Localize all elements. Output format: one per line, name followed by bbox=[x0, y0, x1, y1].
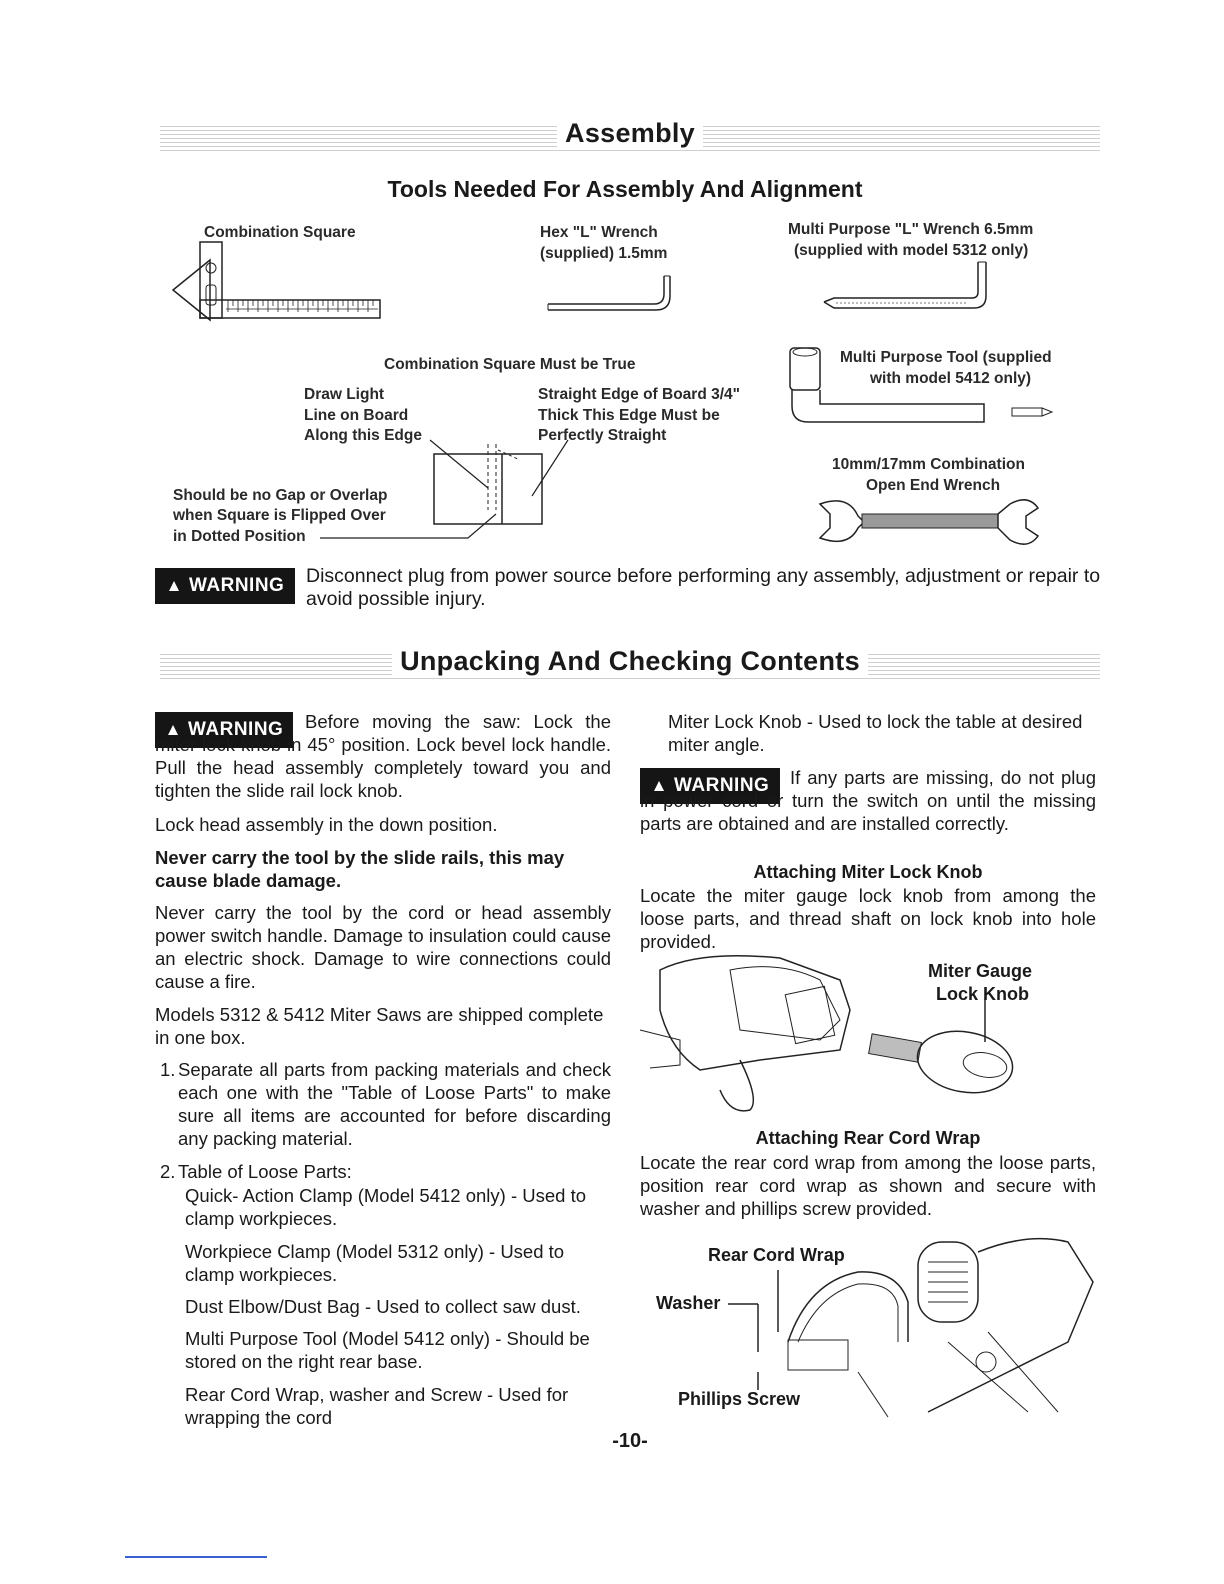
open-end-wrench-illustration bbox=[818, 494, 1048, 550]
multi-purpose-tool-illustration bbox=[786, 346, 1056, 436]
multi-tool-label-1: Multi Purpose Tool (supplied bbox=[840, 349, 1052, 366]
no-gap-3: in Dotted Position bbox=[173, 528, 306, 545]
rear-cord-wrap-illustration bbox=[728, 1222, 1098, 1422]
assembly-warning-text: Disconnect plug from power source before performing any assembly, adjustment or repair to avoid possible injury. bbox=[306, 565, 1101, 610]
rear-cord-wrap-label: Rear Cord Wrap bbox=[708, 1245, 845, 1265]
miter-lock-knob-illustration bbox=[640, 950, 1033, 1120]
board-square-diagram bbox=[320, 440, 570, 550]
assembly-warning-badge: ▲ WARNING bbox=[155, 568, 295, 604]
warning-triangle-icon: ▲ bbox=[164, 720, 182, 739]
page-number: -10- bbox=[612, 1430, 648, 1452]
loose-part-4: Multi Purpose Tool (Model 5412 only) - Should be stored on the right rear base. bbox=[185, 1328, 590, 1372]
phillips-screw-label: Phillips Screw bbox=[678, 1389, 801, 1409]
multi-l-wrench-illustration bbox=[822, 258, 992, 318]
list-num-2: 2. bbox=[160, 1161, 176, 1182]
para-models: Models 5312 & 5412 Miter Saws are shipped complete in one box. bbox=[155, 1004, 604, 1048]
straight-edge-3: Perfectly Straight bbox=[538, 427, 667, 444]
open-wrench-label-2: Open End Wrench bbox=[866, 477, 1001, 494]
multi-wrench-label-1: Multi Purpose "L" Wrench 6.5mm bbox=[788, 221, 1034, 238]
miter-gauge-label-1: Miter Gauge bbox=[928, 961, 1033, 981]
assembly-banner bbox=[160, 118, 1100, 158]
loose-part-5: Rear Cord Wrap, washer and Screw - Used for wrapping the cord bbox=[185, 1384, 569, 1428]
warning-triangle-icon: ▲ bbox=[650, 776, 668, 795]
unpacking-warning-badge: ▲ WARNING bbox=[155, 712, 293, 748]
hex-wrench-illustration bbox=[546, 270, 676, 315]
para-never-cord: Never carry the tool by the cord or head assembly power switch handle. Damage to insulation could cause an electric shock. Damage to wire connections could cause a fire. bbox=[155, 902, 611, 992]
footer-rule bbox=[125, 1556, 267, 1558]
no-gap-1: Should be no Gap or Overlap bbox=[173, 487, 388, 504]
never-carry-warning: Never carry the tool by the slide rails, this may cause blade damage. bbox=[155, 847, 565, 891]
hex-wrench-label-2: (supplied) 1.5mm bbox=[540, 245, 668, 262]
loose-part-1: Quick- Action Clamp (Model 5412 only) - Used to clamp workpieces. bbox=[185, 1185, 587, 1229]
hex-wrench-label-1: Hex "L" Wrench bbox=[540, 224, 658, 241]
washer-label: Washer bbox=[656, 1293, 721, 1313]
square-true-title: Combination Square Must be True bbox=[384, 356, 636, 373]
open-wrench-label-1: 10mm/17mm Combination bbox=[832, 456, 1025, 473]
multi-tool-label-2: with model 5412 only) bbox=[870, 370, 1032, 387]
tools-heading: Tools Needed For Assembly And Alignment bbox=[387, 176, 863, 202]
warning-triangle-icon: ▲ bbox=[165, 576, 183, 595]
combination-square-illustration bbox=[170, 240, 385, 320]
para-lock-head: Lock head assembly in the down position. bbox=[155, 814, 498, 835]
list-item-1: Separate all parts from packing materials and check each one with the "Table of Loose Parts" to make sure all items are accounted for before discarding any packing material. bbox=[178, 1059, 611, 1149]
attach-miter-heading: Attaching Miter Lock Knob bbox=[753, 862, 983, 882]
attach-cord-text: Locate the rear cord wrap from among the loose parts, position rear cord wrap as shown and secure with washer and phillips screw provided. bbox=[640, 1152, 1096, 1219]
no-gap-2: when Square is Flipped Over bbox=[173, 507, 386, 524]
loose-part-2: Workpiece Clamp (Model 5312 only) - Used to clamp workpieces. bbox=[185, 1241, 565, 1285]
miter-lock-knob-para: Miter Lock Knob - Used to lock the table at desired miter angle. bbox=[668, 711, 1083, 755]
draw-light-1: Draw Light bbox=[304, 386, 385, 403]
straight-edge-1: Straight Edge of Board 3/4" bbox=[538, 386, 740, 403]
attach-miter-text: Locate the miter gauge lock knob from among the loose parts, and thread shaft on lock knob into hole provided. bbox=[640, 885, 1096, 952]
missing-parts-warning-text: If any parts are missing, do not plug in power cord or turn the switch on until the missing parts are obtained and are installed correctly. bbox=[640, 767, 1096, 834]
miter-gauge-label-2: Lock Knob bbox=[936, 984, 1029, 1004]
unpacking-warning-text: Before moving the saw: Lock the miter lock knob in 45° position. Lock bevel lock handle. Pull the head assembly completely toward you and tighten the slide rail lock knob. bbox=[155, 711, 611, 801]
list-item-2: Table of Loose Parts: bbox=[178, 1161, 352, 1182]
loose-part-3: Dust Elbow/Dust Bag - Used to collect saw dust. bbox=[185, 1296, 581, 1317]
straight-edge-2: Thick This Edge Must be bbox=[538, 407, 720, 424]
unpacking-banner bbox=[160, 646, 1100, 686]
attach-cord-heading: Attaching Rear Cord Wrap bbox=[755, 1128, 981, 1148]
unpacking-title: Unpacking And Checking Contents bbox=[160, 646, 1100, 677]
list-num-1: 1. bbox=[160, 1059, 176, 1080]
draw-light-3: Along this Edge bbox=[304, 427, 422, 444]
combination-square-label: Combination Square bbox=[204, 224, 356, 241]
multi-wrench-label-2: (supplied with model 5312 only) bbox=[794, 242, 1029, 259]
draw-light-2: Line on Board bbox=[304, 407, 409, 424]
missing-parts-warning-badge: ▲ WARNING bbox=[640, 768, 780, 804]
assembly-title: Assembly bbox=[160, 118, 1100, 149]
